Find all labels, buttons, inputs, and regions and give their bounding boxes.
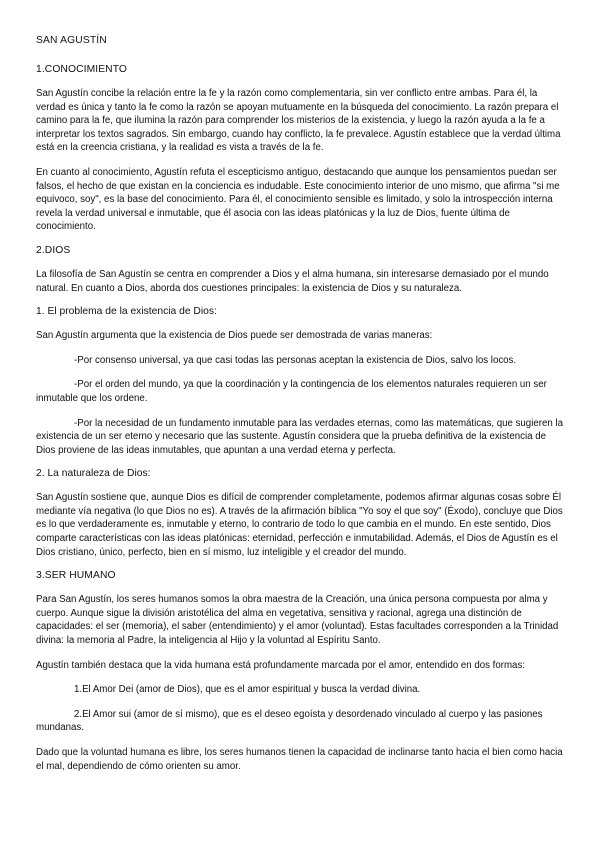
paragraph: La filosofía de San Agustín se centra en comprender a Dios y el alma humana, sin interesarse demasiado por el mundo natural. En cuanto a Dios, aborda dos cuestiones principales: la existencia de Dios y su naturaleza.	[36, 268, 549, 294]
paragraph: San Agustín concibe la relación entre la fe y la razón como complementaria, sin ver conflicto entre ambas. Para él, la verdad es única y tanto la fe como la razón se apoyan mutuamente en la búsqueda del conocimiento. La razón prepara el camino para la fe, que ilumina la razón para comprender los misterios de la existencia, y luego la razón ayuda a la fe a interpretar los textos sagrados. Sin embargo, cuando hay conflicto, la fe prevalece. Agustín establece que la verdad última está en la creencia cristiana, y la realidad es vista a través de la fe.	[36, 88, 561, 154]
subheading-existencia: 1. El problema de la existencia de Dios:	[36, 306, 217, 318]
document-title: SAN AGUSTÍN	[36, 35, 107, 46]
list-item: -Por la necesidad de un fundamento inmutable para las verdades eternas, como las matemáticas, que sugieren la existencia de un ser eterno y necesario que las sustente. Agustín considera que la prueba definitiva de la existencia de Dios proviene de las ideas inmutables, que apuntan a una verdad eterna y perfecta.	[36, 417, 563, 456]
paragraph: Agustín también destaca que la vida humana está profundamente marcada por el amor, entendido en dos formas:	[36, 659, 525, 671]
paragraph: Dado que la voluntad humana es libre, los seres humanos tienen la capacidad de inclinarse tanto hacia el bien como hacia el mal, dependiendo de cómo orienten su amor.	[36, 747, 563, 772]
section-heading-dios: 2.DIOS	[36, 244, 71, 256]
list-item: -Por consenso universal, ya que casi todas las personas aceptan la existencia de Dios, salvo los locos.	[74, 354, 517, 366]
paragraph: San Agustín sostiene que, aunque Dios es difícil de comprender completamente, podemos afirmar algunas cosas sobre Él mediante vía negativa (lo que Dios no es). A través de la afirmación bíblica "Yo soy el que soy" (Éxodo), concluye que Dios es lo que verdaderamente es, inmutable y eterno, lo contrario de todo lo que cambia en el mundo. En este sentido, Dios comparte características con las ideas platónicas: eternidad, perfección e inmutabilidad. Además, el Dios de Agustín es el Dios cristiano, único, perfecto, bien en sí mismo, luz inteligible y el creador del mundo.	[36, 492, 563, 558]
list-item: 1.El Amor Dei (amor de Dios), que es el amor espiritual y busca la verdad divina.	[74, 684, 421, 696]
section-heading-conocimiento: 1.CONOCIMIENTO	[36, 64, 128, 75]
list-item: -Por el orden del mundo, ya que la coordinación y la contingencia de los elementos naturales requieren un ser inmutable que los ordene.	[36, 379, 547, 404]
subheading-naturaleza: 2. La naturaleza de Dios:	[36, 468, 151, 480]
section-heading-ser-humano: 3.SER HUMANO	[36, 570, 116, 582]
paragraph: San Agustín argumenta que la existencia de Dios puede ser demostrada de varias maneras:	[36, 330, 433, 342]
paragraph: En cuanto al conocimiento, Agustín refuta el escepticismo antiguo, destacando que aunque los pensamientos puedan ser falsos, el hecho de que existan en la conciencia es indudable. Este conocimiento interior de uno mismo, que afirma "si me equivoco, soy", es la base del conocimiento. Para él, el conocimiento sensible es limitado, y solo la introspección interna revela la verdad universal e inmutable, que él asocia con las ideas platónicas y la luz de Dios, fuente última de conocimiento.	[36, 166, 560, 233]
list-item: 2.El Amor sui (amor de sí mismo), que es el deseo egoísta y desordenado vinculado al cuerpo y las pasiones mundanas.	[36, 708, 543, 734]
paragraph: Para San Agustín, los seres humanos somos la obra maestra de la Creación, una única persona compuesta por alma y cuerpo. Aunque sigue la división aristotélica del alma en vegetativa, sensitiva y racional, agrega una distinción de capacidades: el ser (memoria), el saber (entendimiento) y el amor (voluntad). Estas facultades corresponden a la Trinidad divina: la memoria al Padre, la inteligencia al Hijo y la voluntad al Espíritu Santo.	[36, 594, 559, 647]
